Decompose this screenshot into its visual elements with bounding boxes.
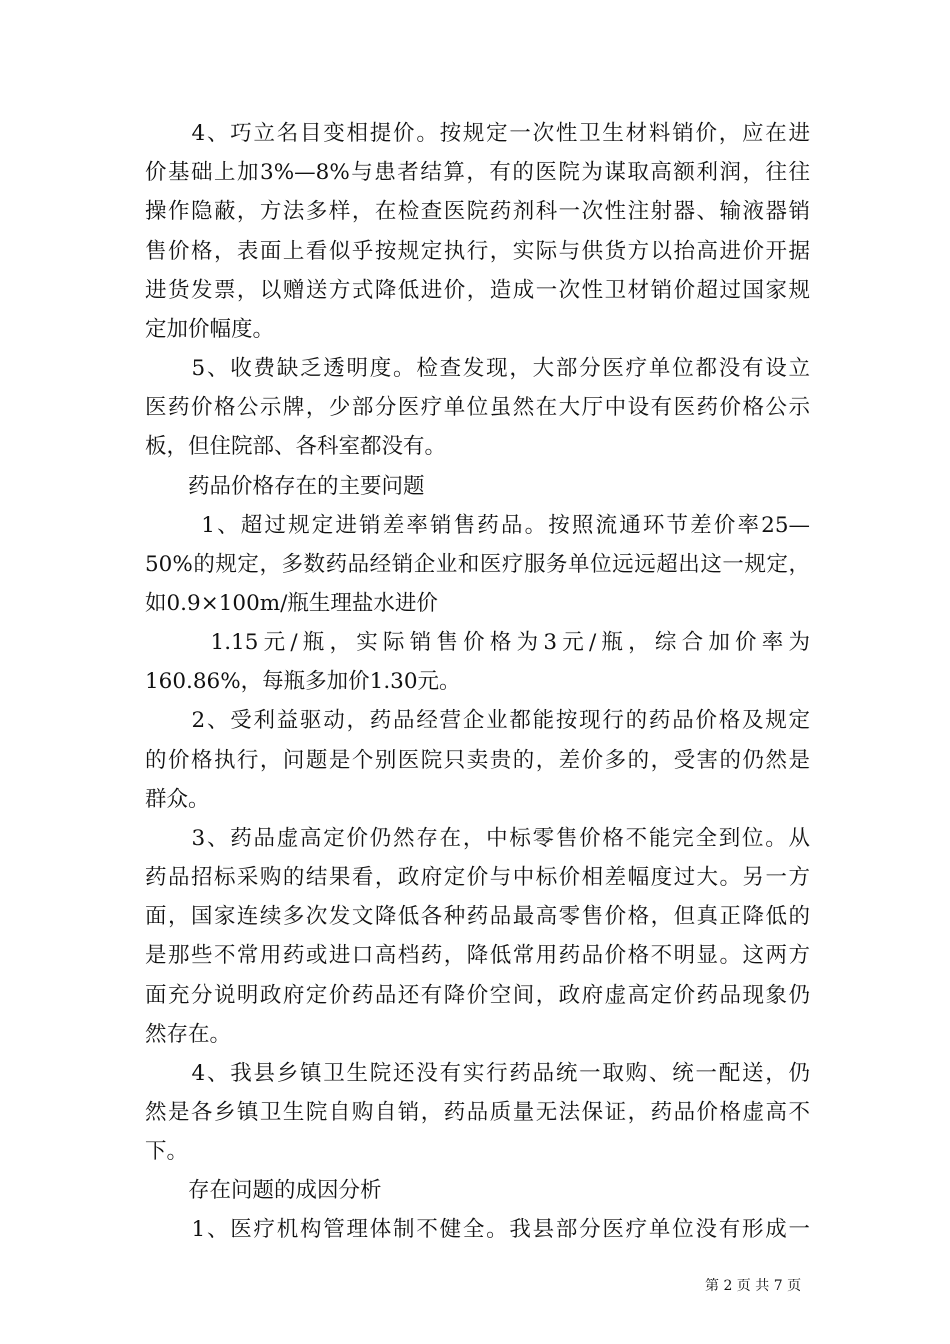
text-line: 50%的规定，多数药品经销企业和医疗服务单位远远超出这一规定， <box>145 552 810 577</box>
text-line: 面，国家连续多次发文降低各种药品最高零售价格，但真正降低的 <box>145 904 810 929</box>
text-line: 的价格执行，问题是个别医院只卖贵的，差价多的，受害的仍然是 <box>145 748 810 773</box>
text-line: 4、巧立名目变相提价。按规定一次性卫生材料销价，应在进 <box>145 121 810 146</box>
text-line: 如0.9×100m/瓶生理盐水进价 <box>145 591 438 616</box>
text-line: 医药价格公示牌，少部分医疗单位虽然在大厅中设有医药价格公示 <box>145 395 810 420</box>
text-line: 面充分说明政府定价药品还有降价空间，政府虚高定价药品现象仍 <box>145 983 810 1008</box>
text-line: 然存在。 <box>145 1022 232 1047</box>
text-line: 4、我县乡镇卫生院还没有实行药品统一取购、统一配送，仍 <box>145 1061 810 1086</box>
text-line: 1.15元/瓶，实际销售价格为3元/瓶，综合加价率为 <box>145 630 810 655</box>
text-line: 下。 <box>145 1139 189 1164</box>
text-line: 1、超过规定进销差率销售药品。按照流通环节差价率25— <box>145 513 810 538</box>
text-line: 操作隐蔽，方法多样，在检查医院药剂科一次性注射器、输液器销 <box>145 199 810 224</box>
text-line: 价基础上加3%—8%与患者结算，有的医院为谋取高额利润，往往 <box>145 160 810 185</box>
text-line: 群众。 <box>145 787 210 812</box>
text-line: 2、受利益驱动，药品经营企业都能按现行的药品价格及规定 <box>145 708 810 733</box>
text-line: 然是各乡镇卫生院自购自销，药品质量无法保证，药品价格虚高不 <box>145 1100 810 1125</box>
text-line: 160.86%，每瓶多加价1.30元。 <box>145 669 461 694</box>
text-line: 5、收费缺乏透明度。检查发现，大部分医疗单位都没有设立 <box>145 356 810 381</box>
section-heading: 存在问题的成因分析 <box>145 1178 382 1203</box>
text-line: 板，但住院部、各科室都没有。 <box>145 434 447 459</box>
text-line: 是那些不常用药或进口高档药，降低常用药品价格不明显。这两方 <box>145 943 810 968</box>
section-heading: 药品价格存在的主要问题 <box>145 474 425 499</box>
text-line: 定加价幅度。 <box>145 317 275 342</box>
text-line: 1、医疗机构管理体制不健全。我县部分医疗单位没有形成一 <box>145 1217 810 1242</box>
text-line: 药品招标采购的结果看，政府定价与中标价相差幅度过大。另一方 <box>145 865 810 890</box>
page-number: 第 2 页 共 7 页 <box>705 1278 802 1294</box>
text-line: 进货发票，以赠送方式降低进价，造成一次性卫材销价超过国家规 <box>145 278 810 303</box>
text-line: 售价格，表面上看似乎按规定执行，实际与供货方以抬高进价开据 <box>145 239 810 264</box>
text-line: 3、药品虚高定价仍然存在，中标零售价格不能完全到位。从 <box>145 826 810 851</box>
